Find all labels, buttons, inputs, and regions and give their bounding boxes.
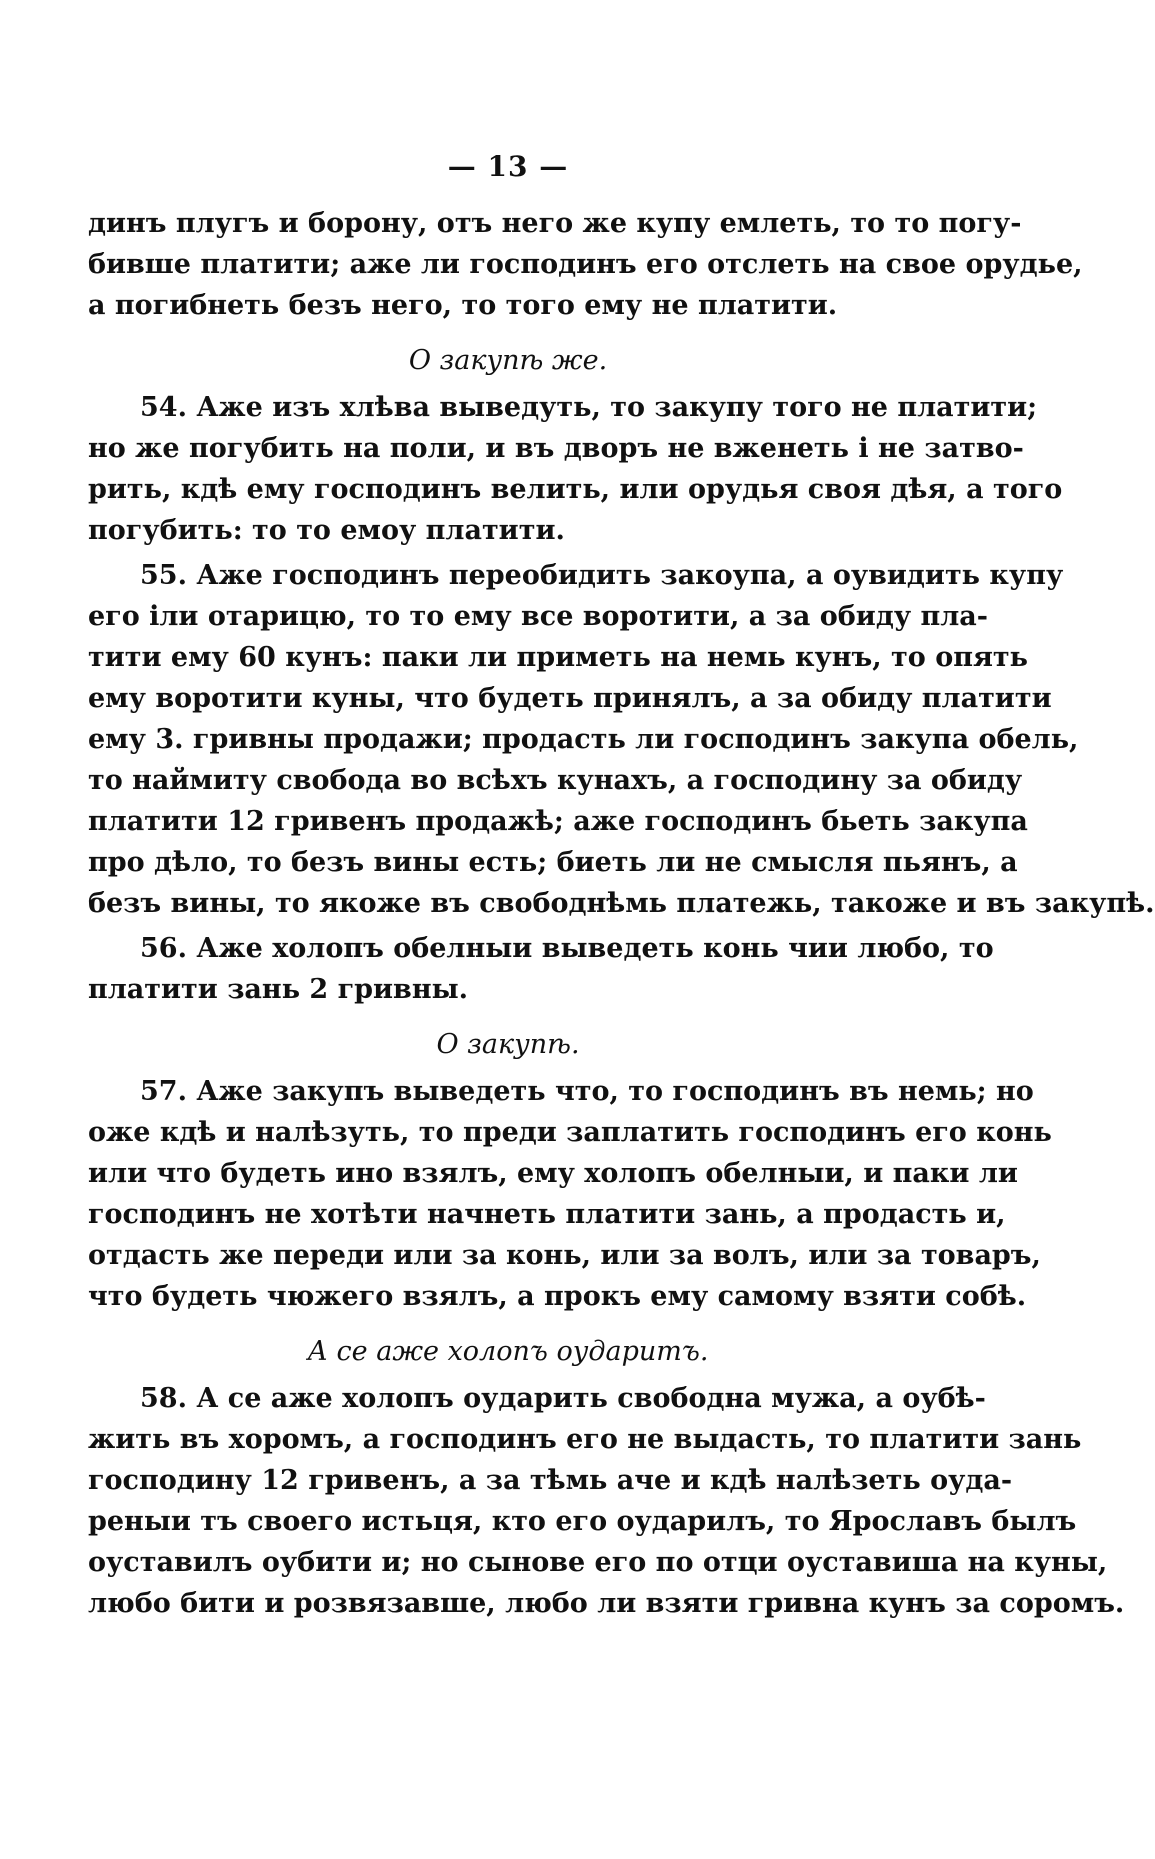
text-line: погубить: то то емоу платити. (88, 515, 565, 546)
article-54 (88, 387, 1063, 551)
section-heading: О закупѣ же. (408, 345, 608, 376)
text-line: 55. Аже господинъ переобидить закоупа, а оувидить купу (140, 560, 1064, 591)
text-line: 54. Аже изъ хлѣва выведуть, то закупу того не платити; (140, 392, 1038, 423)
text-line: платити зань 2 гривны. (88, 974, 469, 1005)
text-line: господинъ не хотѣти начнеть платити зань, а продасть и, (88, 1199, 1006, 1230)
page-number: — 13 — (447, 150, 569, 183)
text-line: ему воротити куны, что будеть принялъ, а за обиду платити (88, 683, 1052, 714)
section-heading: О закупѣ. (436, 1029, 580, 1060)
text-line: но же погубить на поли, и въ дворъ не вженеть і не затво- (88, 433, 1024, 464)
text-line: бивше платити; аже ли господинъ его отслеть на свое орудье, (88, 249, 1083, 280)
text-line: реныи тъ своего истьця, кто его оударилъ, то Ярославъ былъ (88, 1506, 1077, 1537)
text-line: любо бити и розвязавше, любо ли взяти гривна кунъ за соромъ. (88, 1588, 1125, 1619)
text-line: тити ему 60 кунъ: паки ли приметь на немь кунъ, то опять (88, 642, 1028, 673)
text-line: а погибнеть безъ него, то того ему не платити. (88, 290, 838, 321)
text-line: то наймиту свобода во всѣхъ кунахъ, а господину за обиду (88, 765, 1023, 796)
text-line: безъ вины, то якоже въ свободнѣмь платежь, такоже и въ закупѣ. (88, 888, 1155, 919)
text-line: что будеть чюжего взялъ, а прокъ ему самому взяти собѣ. (88, 1281, 1027, 1312)
text-line: его іли отарицю, то то ему все воротити, а за обиду пла- (88, 601, 989, 632)
text-line: про дѣло, то безъ вины есть; биеть ли не смысля пьянъ, а (88, 847, 1018, 878)
paragraph-continuation (88, 203, 1083, 326)
document-page (88, 150, 1155, 1628)
text-line: ему 3. гривны продажи; продасть ли господинъ закупа обель, (88, 724, 1079, 755)
text-line: платити 12 гривенъ продажѣ; аже господинъ бьеть закупа (88, 806, 1028, 837)
text-line: господину 12 гривенъ, а за тѣмь аче и кдѣ налѣзеть оуда- (88, 1465, 1013, 1496)
article-58 (88, 1378, 1125, 1624)
article-56 (88, 928, 994, 1010)
text-line: отдасть же переди или за конь, или за волъ, или за товаръ, (88, 1240, 1041, 1271)
section-heading: А се аже холопъ оударитъ. (307, 1336, 709, 1367)
text-line: жить въ хоромъ, а господинъ его не выдасть, то платити зань (88, 1424, 1082, 1455)
text-line: 58. А се аже холопъ оударить свободна мужа, а оубѣ- (140, 1383, 986, 1414)
text-line: или что будеть ино взялъ, ему холопъ обелныи, и паки ли (88, 1158, 1018, 1189)
article-57 (88, 1071, 1052, 1317)
text-line: 57. Аже закупъ выведеть что, то господинъ въ немь; но (140, 1076, 1034, 1107)
text-line: динъ плугъ и борону, отъ него же купу емлеть, то то погу- (88, 208, 1022, 239)
text-line: оуставилъ оубити и; но сынове его по отци оуставиша на куны, (88, 1547, 1108, 1578)
text-line: 56. Аже холопъ обелныи выведеть конь чии любо, то (140, 933, 994, 964)
text-line: рить, кдѣ ему господинъ велить, или орудья своя дѣя, а того (88, 474, 1063, 505)
article-55 (88, 555, 1155, 924)
text-line: оже кдѣ и налѣзуть, то преди заплатить господинъ его конь (88, 1117, 1052, 1148)
